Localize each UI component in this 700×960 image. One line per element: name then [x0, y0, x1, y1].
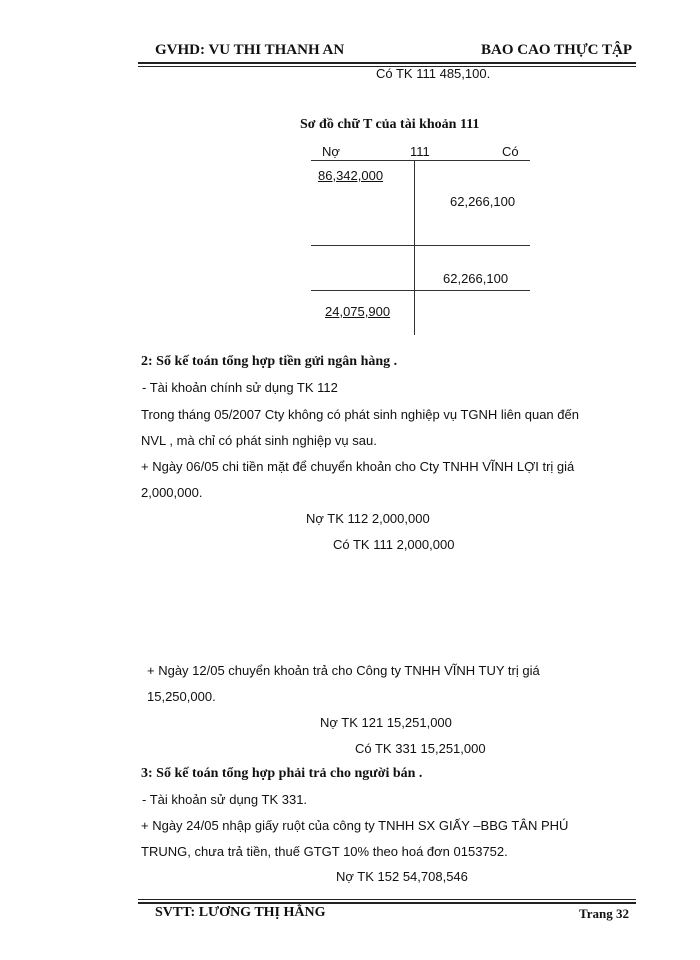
t-account-credit-2: 62,266,100	[443, 271, 509, 286]
t-account-balance-line	[311, 290, 530, 291]
t-account-debit-opening: 86,342,000	[318, 168, 384, 183]
header-right: BAO CAO THỰC TẬP	[481, 42, 632, 58]
section3-item1-line2: TRUNG, chưa trả tiền, thuế GTGT 10% theo hoá đơn 0153752.	[141, 844, 508, 859]
footer-left: SVTT: LƯƠNG THỊ HẰNG	[155, 905, 326, 920]
section2-entry1-debit: Nợ TK 112 2,000,000	[306, 511, 430, 526]
section2-para-line2: NVL , mà chỉ có phát sinh nghiệp vụ sau.	[141, 433, 377, 448]
t-account-credit-label: Có	[502, 144, 519, 159]
t-account-debit-closing: 24,075,900	[325, 304, 391, 319]
section2-para-line1: Trong tháng 05/2007 Cty không có phát sinh nghiệp vụ TGNH liên quan đến	[141, 407, 579, 422]
header-left: GVHD: VU THI THANH AN	[155, 42, 345, 58]
section3-heading: 3: Sổ kế toán tổng hợp phải trả cho người bán .	[141, 766, 423, 781]
t-account-total-line	[311, 245, 530, 246]
t-account-credit-1: 62,266,100	[450, 194, 516, 209]
section2-item2-line1: + Ngày 12/05 chuyển khoản trả cho Công ty TNHH VĨNH TUY trị giá	[147, 663, 540, 678]
section3-entry1-debit: Nợ TK 152 54,708,546	[336, 869, 468, 884]
footer-rule	[138, 902, 636, 904]
t-account-vertical-line	[414, 160, 415, 335]
section3-account-used: - Tài khoản sử dụng TK 331.	[142, 792, 308, 807]
t-account-top-line	[311, 160, 530, 161]
t-account-number: 111	[410, 144, 430, 159]
t-account-title: Sơ đồ chữ T của tài khoản 111	[300, 117, 480, 132]
footer-rule-thin	[138, 899, 636, 900]
page-number: Trang 32	[579, 906, 629, 921]
section2-account-used: - Tài khoản chính sử dụng TK 112	[142, 380, 338, 395]
section2-item1-line1: + Ngày 06/05 chi tiền mặt để chuyển khoản cho Cty TNHH VĨNH LỢI trị giá	[141, 459, 575, 474]
header-rule	[138, 62, 636, 64]
t-account-debit-label: Nợ	[322, 144, 340, 159]
section2-item1-line2: 2,000,000.	[141, 485, 203, 500]
section2-entry2-credit: Có TK 331 15,251,000	[355, 741, 486, 756]
top-entry: Có TK 111 485,100.	[376, 66, 491, 81]
section2-entry1-credit: Có TK 111 2,000,000	[333, 537, 455, 552]
section2-heading: 2: Sổ kế toán tổng hợp tiền gửi ngân hàng .	[141, 354, 398, 369]
section2-entry2-debit: Nợ TK 121 15,251,000	[320, 715, 452, 730]
section2-item2-line2: 15,250,000.	[147, 689, 216, 704]
section3-item1-line1: + Ngày 24/05 nhập giấy ruột của công ty TNHH SX GIẤY –BBG TÂN PHÚ	[141, 818, 569, 833]
